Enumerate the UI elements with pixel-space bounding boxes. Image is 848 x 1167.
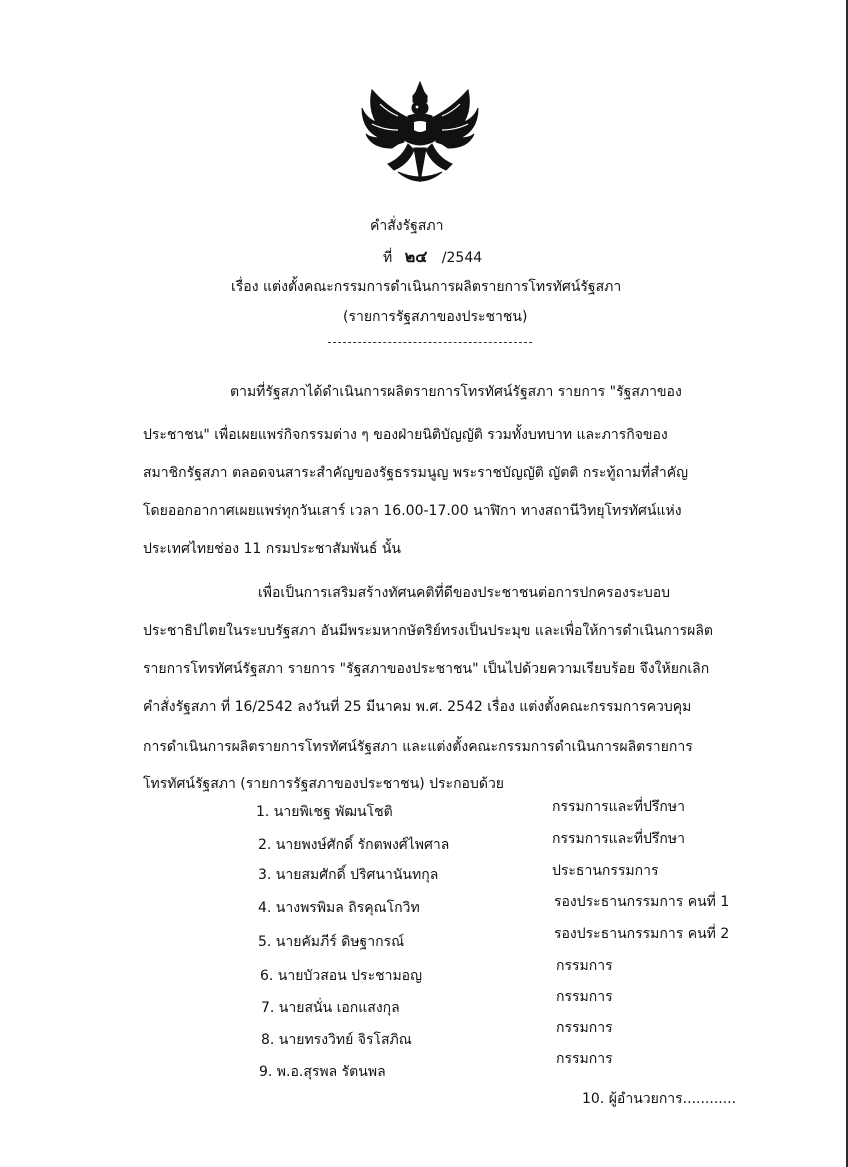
para1-line-5: ประเทศไทยช่อง 11 กรมประชาสัมพันธ์ นั้น	[143, 541, 401, 557]
member-role-9: กรรมการ	[556, 1051, 613, 1067]
header-divider	[328, 342, 532, 343]
para2-line-1: เพื่อเป็นการเสริมสร้างทัศนคติที่ดีของประชาชนต่อการปกครองระบอบ	[258, 585, 671, 601]
member-role-1: กรรมการและที่ปรึกษา	[552, 799, 685, 815]
para1-line-4: โดยออกอากาศเผยแพร่ทุกวันเสาร์ เวลา 16.00-17.00 นาฬิกา ทางสถานีวิทยุโทรทัศน์แห่ง	[143, 503, 682, 519]
para2-line-4: คำสั่งรัฐสภา ที่ 16/2542 ลงวันที่ 25 มีนาคม พ.ศ. 2542 เรื่อง แต่งตั้งคณะกรรมการควบคุม	[143, 699, 692, 715]
continuation-catchword: 10. ผู้อำนวยการ............	[582, 1091, 737, 1107]
order-number-suffix: /2544	[441, 250, 483, 266]
member-role-8: กรรมการ	[556, 1020, 613, 1036]
garuda-emblem-icon	[358, 78, 482, 190]
para2-line-3: รายการโทรทัศน์รัฐสภา รายการ "รัฐสภาของประชาชน" เป็นไปด้วยความเรียบร้อย จึงให้ยกเลิก	[143, 661, 710, 677]
member-name-4: 4. นางพรพิมล ถิรคุณโกวิท	[258, 900, 420, 916]
para1-line-2: ประชาชน" เพื่อเผยแพร่กิจกรรมต่าง ๆ ของฝ่ายนิติบัญญัติ รวมทั้งบทบาท และภารกิจของ	[143, 427, 668, 443]
member-name-9: 9. พ.อ.สุรพล รัตนพล	[259, 1064, 386, 1080]
member-name-7: 7. นายสนั่น เอกแสงกุล	[261, 1000, 400, 1016]
member-name-1: 1. นายพิเชฐ พัฒนโชติ	[256, 804, 393, 820]
para1-line-1: ตามที่รัฐสภาได้ดำเนินการผลิตรายการโทรทัศน์รัฐสภา รายการ "รัฐสภาของ	[230, 384, 682, 400]
member-name-2: 2. นายพงษ์ศักดิ์ รักตพงศ์ไพศาล	[258, 837, 450, 853]
member-name-6: 6. นายบัวสอน ประชามอญ	[260, 968, 423, 984]
para2-line-2: ประชาธิปไตยในระบบรัฐสภา อันมีพระมหากษัตริย์ทรงเป็นประมุข และเพื่อให้การดำเนินการผลิต	[143, 623, 713, 639]
para2-line-5: การดำเนินการผลิตรายการโทรทัศน์รัฐสภา และแต่งตั้งคณะกรรมการดำเนินการผลิตรายการ	[143, 739, 693, 755]
member-role-6: กรรมการ	[556, 958, 613, 974]
member-role-4: รองประธานกรรมการ คนที่ 1	[554, 894, 730, 910]
member-role-5: รองประธานกรรมการ คนที่ 2	[554, 926, 730, 942]
member-name-3: 3. นายสมศักดิ์ ปริศนานันทกุล	[258, 867, 439, 883]
order-number-line	[383, 248, 482, 267]
member-name-8: 8. นายทรงวิทย์ จิรโสภิณ	[261, 1032, 412, 1048]
para2-line-6: โทรทัศน์รัฐสภา (รายการรัฐสภาของประชาชน) ประกอบด้วย	[143, 776, 505, 792]
member-role-7: กรรมการ	[556, 989, 613, 1005]
order-title: คำสั่งรัฐสภา	[370, 218, 444, 234]
para1-line-3: สมาชิกรัฐสภา ตลอดจนสาระสำคัญของรัฐธรรมนูญ พระราชบัญญัติ ญัตติ กระทู้ถามที่สำคัญ	[143, 465, 689, 481]
order-number-prefix: ที่	[383, 250, 393, 266]
member-name-5: 5. นายคัมภีร์ ดิษฐากรณ์	[258, 934, 405, 950]
member-role-3: ประธานกรรมการ	[552, 863, 659, 879]
order-number-handwritten: ๒๔	[404, 247, 428, 266]
order-subject: เรื่อง แต่งตั้งคณะกรรมการดำเนินการผลิตรายการโทรทัศน์รัฐสภา	[231, 279, 622, 295]
member-role-2: กรรมการและที่ปรึกษา	[552, 831, 685, 847]
order-subject-sub: (รายการรัฐสภาของประชาชน)	[343, 309, 528, 325]
